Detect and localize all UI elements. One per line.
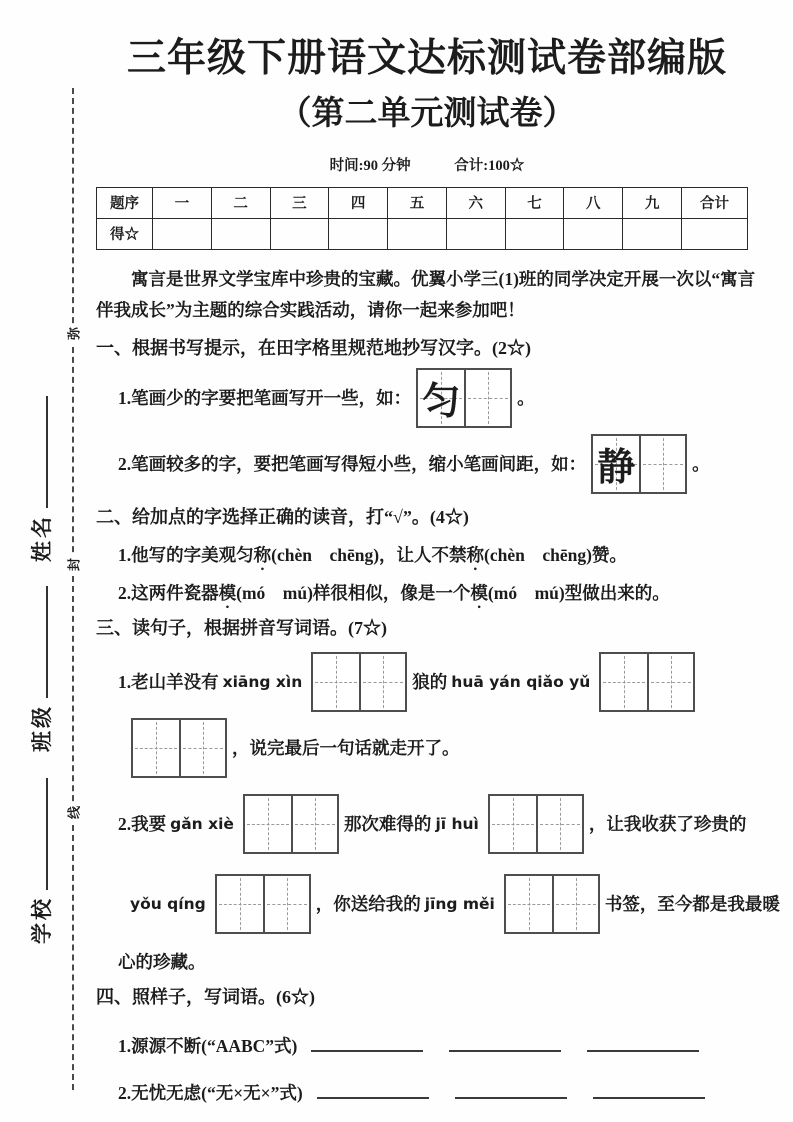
q2-text: 2.笔画较多的字，要把笔画写得短小些，缩小笔画间距，如： bbox=[118, 454, 587, 475]
q-text: 书签，至今都是我最暖 bbox=[604, 894, 780, 915]
tianzige-grid bbox=[591, 434, 687, 494]
grid-cell-empty bbox=[490, 796, 536, 852]
answer-blank bbox=[587, 1033, 699, 1051]
section-three-q1-line2 bbox=[126, 716, 758, 780]
score-cell-empty bbox=[270, 218, 329, 249]
grid-cell-empty bbox=[359, 654, 405, 710]
score-cell-empty bbox=[329, 218, 388, 249]
seal-char-feng: 封 bbox=[62, 555, 85, 575]
total-score: 合计:100☆ bbox=[454, 157, 525, 174]
class-blank-line bbox=[34, 586, 48, 698]
section-three-q2-line1 bbox=[118, 792, 758, 856]
answer-blank bbox=[455, 1080, 567, 1098]
tianzige-grid bbox=[311, 652, 407, 712]
grid-cell-empty bbox=[464, 370, 510, 426]
section-three-heading: 三、读句子，根据拼音写词语。(7☆) bbox=[96, 617, 387, 638]
seal-dashed-line bbox=[72, 88, 74, 1090]
score-row-label: 得☆ bbox=[97, 218, 153, 249]
pinyin-jingmei: jīng měi bbox=[424, 894, 495, 913]
score-cell-empty bbox=[446, 218, 505, 249]
grid-cell-empty bbox=[217, 876, 263, 932]
time-limit: 时间:90 分钟 bbox=[329, 157, 411, 174]
pinyin-jihui: jī huì bbox=[435, 814, 479, 833]
grid-cell-empty bbox=[601, 654, 647, 710]
grid-cell-empty bbox=[133, 720, 179, 776]
grid-cell-empty bbox=[263, 876, 309, 932]
grid-cell-empty bbox=[536, 796, 582, 852]
score-table-header-row bbox=[97, 187, 748, 218]
answer-blank bbox=[449, 1033, 561, 1051]
tianzige-grid bbox=[599, 652, 695, 712]
section-two-q2 bbox=[118, 579, 758, 607]
score-header-cell: 七 bbox=[505, 187, 564, 218]
section-one-q2 bbox=[118, 432, 758, 496]
score-cell-empty bbox=[623, 218, 682, 249]
exam-info-line bbox=[96, 154, 758, 175]
q-text: (chèn chēng)，让人不禁 bbox=[271, 544, 467, 565]
q-text: ，你送给我的 bbox=[315, 894, 421, 915]
student-school-field bbox=[26, 778, 56, 944]
grid-cell-empty bbox=[245, 796, 291, 852]
q1-period: 。 bbox=[517, 388, 535, 409]
dotted-char-mo: 模 bbox=[218, 582, 237, 603]
pinyin-xiangxin: xiāng xìn bbox=[222, 672, 303, 691]
q-text: 2.这两件瓷器 bbox=[118, 582, 219, 603]
seal-char-mi: 弥 bbox=[62, 324, 85, 344]
q1-text: 1.笔画少的字要把笔画写开一些，如： bbox=[118, 388, 412, 409]
score-table-score-row bbox=[97, 218, 748, 249]
q-text: 2.无忧无虑(“无×无×”式) bbox=[118, 1082, 303, 1103]
class-label: 班级 bbox=[30, 704, 54, 752]
q-text: 1.老山羊没有 bbox=[118, 672, 219, 693]
pinyin-huayanqiaoyu: huā yán qiǎo yǔ bbox=[451, 672, 591, 691]
answer-blank bbox=[593, 1080, 705, 1098]
pinyin-ganxie: gǎn xiè bbox=[170, 814, 234, 833]
q-text: 1.他写的字美观匀 bbox=[118, 544, 254, 565]
pinyin-youqing: yǒu qíng bbox=[130, 894, 206, 913]
score-header-cell: 题序 bbox=[97, 187, 153, 218]
intro-paragraph: 寓言是世界文学宝库中珍贵的宝藏。优翼小学三(1)班的同学决定开展一次以“寓言伴我成长”为主题的综合实践活动，请你一起来参加吧！ bbox=[96, 268, 756, 321]
dotted-char-chen: 称 bbox=[253, 544, 272, 565]
name-label: 姓名 bbox=[30, 514, 54, 562]
score-header-cell: 六 bbox=[446, 187, 505, 218]
seal-char-xian: 线 bbox=[62, 803, 85, 823]
section-three-q1-line1 bbox=[118, 650, 758, 714]
grid-cell bbox=[418, 370, 464, 426]
section-one-q1 bbox=[118, 366, 758, 430]
tianzige-grid bbox=[215, 874, 311, 934]
section-three-q2-line2 bbox=[126, 872, 780, 936]
tianzige-grid bbox=[488, 794, 584, 854]
score-cell-empty bbox=[682, 218, 748, 249]
paper-subtitle: （第二单元测试卷） bbox=[278, 92, 576, 132]
q-text: 1.源源不断(“AABC”式) bbox=[118, 1035, 298, 1056]
grid-cell-empty bbox=[647, 654, 693, 710]
q-text: ，说完最后一句话就走开了。 bbox=[232, 738, 460, 759]
q-text: 心的珍藏。 bbox=[118, 951, 206, 972]
section-one-heading: 一、根据书写提示，在田字格里规范地抄写汉字。(2☆) bbox=[96, 337, 531, 358]
section-four-heading: 四、照样子，写词语。(6☆) bbox=[96, 986, 315, 1007]
score-cell-empty bbox=[388, 218, 447, 249]
school-blank-line bbox=[34, 778, 48, 890]
score-header-cell: 一 bbox=[153, 187, 212, 218]
tianzige-grid bbox=[131, 718, 227, 778]
tianzige-grid bbox=[416, 368, 512, 428]
score-table bbox=[96, 187, 748, 250]
grid-cell-empty bbox=[313, 654, 359, 710]
score-header-cell: 合计 bbox=[682, 187, 748, 218]
score-cell-empty bbox=[153, 218, 212, 249]
section-four-q1 bbox=[118, 1033, 758, 1058]
grid-cell-empty bbox=[179, 720, 225, 776]
score-cell-empty bbox=[211, 218, 270, 249]
grid-cell-empty bbox=[291, 796, 337, 852]
q-text: 那次难得的 bbox=[343, 814, 432, 835]
q-text: ，让我收获了珍贵的 bbox=[588, 814, 747, 835]
answer-blank bbox=[317, 1080, 429, 1098]
grid-cell-empty bbox=[639, 436, 685, 492]
model-character-yun: 匀 bbox=[422, 381, 461, 424]
section-three-q2-line3 bbox=[118, 948, 758, 976]
q-text: (chèn chēng)赞。 bbox=[484, 544, 627, 565]
section-four-q2 bbox=[118, 1080, 758, 1105]
dotted-char-mo: 模 bbox=[470, 582, 488, 603]
paper-content bbox=[96, 0, 780, 1105]
tianzige-grid bbox=[504, 874, 600, 934]
score-cell-empty bbox=[505, 218, 564, 249]
grid-cell-empty bbox=[552, 876, 598, 932]
dotted-char-chen: 称 bbox=[466, 544, 485, 565]
name-blank-line bbox=[34, 396, 48, 508]
tianzige-grid bbox=[243, 794, 339, 854]
q-text: (mó mú)样很相似，像是一个 bbox=[236, 582, 471, 603]
grid-cell bbox=[593, 436, 639, 492]
score-header-cell: 二 bbox=[211, 187, 270, 218]
q-text: 狼的 bbox=[412, 672, 448, 693]
q-text: (mó mú)型做出来的。 bbox=[487, 582, 670, 603]
student-name-field bbox=[26, 396, 56, 562]
model-character-jing: 静 bbox=[597, 447, 636, 490]
score-header-cell: 九 bbox=[623, 187, 682, 218]
section-two-q1 bbox=[118, 541, 758, 569]
q-text: 2.我要 bbox=[118, 814, 167, 835]
score-header-cell: 三 bbox=[270, 187, 329, 218]
school-label: 学校 bbox=[30, 896, 54, 944]
student-class-field bbox=[26, 586, 56, 752]
paper-title: 三年级下册语文达标测试卷部编版 bbox=[126, 36, 727, 81]
grid-cell-empty bbox=[506, 876, 552, 932]
score-cell-empty bbox=[564, 218, 623, 249]
q2-period: 。 bbox=[692, 454, 710, 475]
score-header-cell: 八 bbox=[564, 187, 623, 218]
section-two-heading: 二、给加点的字选择正确的读音，打“√”。(4☆) bbox=[96, 506, 469, 527]
answer-blank bbox=[311, 1033, 423, 1051]
score-header-cell: 四 bbox=[329, 187, 388, 218]
score-header-cell: 五 bbox=[388, 187, 447, 218]
